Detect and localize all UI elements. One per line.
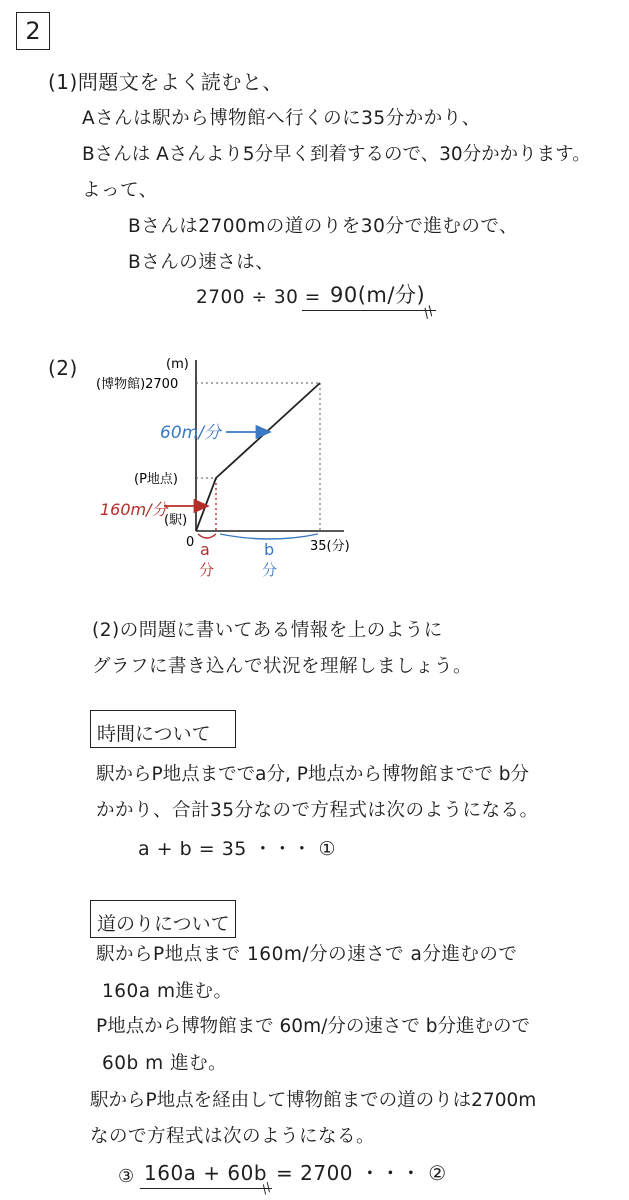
distance-line5: 駅からP地点を経由して博物館までの道のりは2700m xyxy=(90,1090,537,1111)
distance-heading: 道のりについて xyxy=(97,913,230,935)
part1-line5: Bさんの速さは、 xyxy=(128,252,275,273)
speed-lower: 160m/分 xyxy=(100,500,168,519)
time-line2: かかり、合計35分なので方程式は次のようになる。 xyxy=(96,800,539,821)
equation-2-tick: // xyxy=(259,1179,274,1197)
problem-number-box xyxy=(16,12,50,50)
part1-answer-underline xyxy=(302,310,436,311)
part1-answer-mark: // xyxy=(420,303,437,322)
note-line1: (2)の問題に書いてある情報を上のように xyxy=(92,620,443,641)
distance-line2: 160a m進む。 xyxy=(102,981,233,1002)
part1-calc: 2700 ÷ 30 = xyxy=(196,287,321,308)
a-unit: 分 xyxy=(199,561,215,579)
origin-zero: 0 xyxy=(186,535,195,550)
speed-upper: 60m/分 xyxy=(160,423,221,443)
part1-line4: Bさんは2700mの道のりを30分で進むので、 xyxy=(128,216,518,237)
y-top-label: (博物館)2700 xyxy=(96,377,179,392)
a-label: a xyxy=(200,540,210,559)
problem-number: 2 xyxy=(25,17,41,45)
x-end-label: 35(分) xyxy=(310,539,350,554)
part1-line1: Aさんは駅から博物館へ行くのに35分かかり、 xyxy=(82,108,481,129)
time-heading-box xyxy=(90,710,236,748)
part2-label: (2) xyxy=(48,356,78,380)
origin-place: (駅) xyxy=(164,513,188,528)
note-line2: グラフに書き込んで状況を理解しましょう。 xyxy=(92,656,473,677)
b-unit: 分 xyxy=(262,561,278,579)
distance-line6: なので方程式は次のようになる。 xyxy=(90,1126,376,1147)
part1-line2: Bさんは Aさんより5分早く到着するので、30分かかります。 xyxy=(82,144,591,165)
equation-2-right: = 2700 ・・・ ② xyxy=(276,1161,447,1185)
distance-line3: P地点から博物館まで 60m/分の速さで b分進むので xyxy=(96,1016,530,1037)
time-line1: 駅からP地点まででa分, P地点から博物館までで b分 xyxy=(96,764,530,785)
y-unit: (m) xyxy=(166,357,189,372)
equation-1: a + b = 35 ・・・ ① xyxy=(138,838,336,860)
part1-line3: よって、 xyxy=(82,180,158,201)
distance-time-graph xyxy=(0,340,629,590)
equation-2-mark: ③ xyxy=(118,1166,135,1187)
time-heading: 時間について xyxy=(97,723,211,745)
y-mid-label: (P地点) xyxy=(134,472,178,487)
part1-answer: 90(m/分) xyxy=(330,283,426,307)
distance-heading-box xyxy=(90,900,236,938)
b-bracket xyxy=(220,534,318,539)
equation-2-underline xyxy=(140,1188,272,1189)
b-label: b xyxy=(264,540,275,559)
a-bracket xyxy=(198,534,216,538)
distance-line1: 駅からP地点まで 160m/分の速さで a分進むので xyxy=(96,944,518,965)
distance-line4: 60b m 進む。 xyxy=(102,1053,228,1074)
equation-2-left: 160a + 60b xyxy=(144,1161,268,1185)
travel-line xyxy=(196,383,320,531)
part1-intro: (1)問題文をよく読むと、 xyxy=(48,70,283,94)
